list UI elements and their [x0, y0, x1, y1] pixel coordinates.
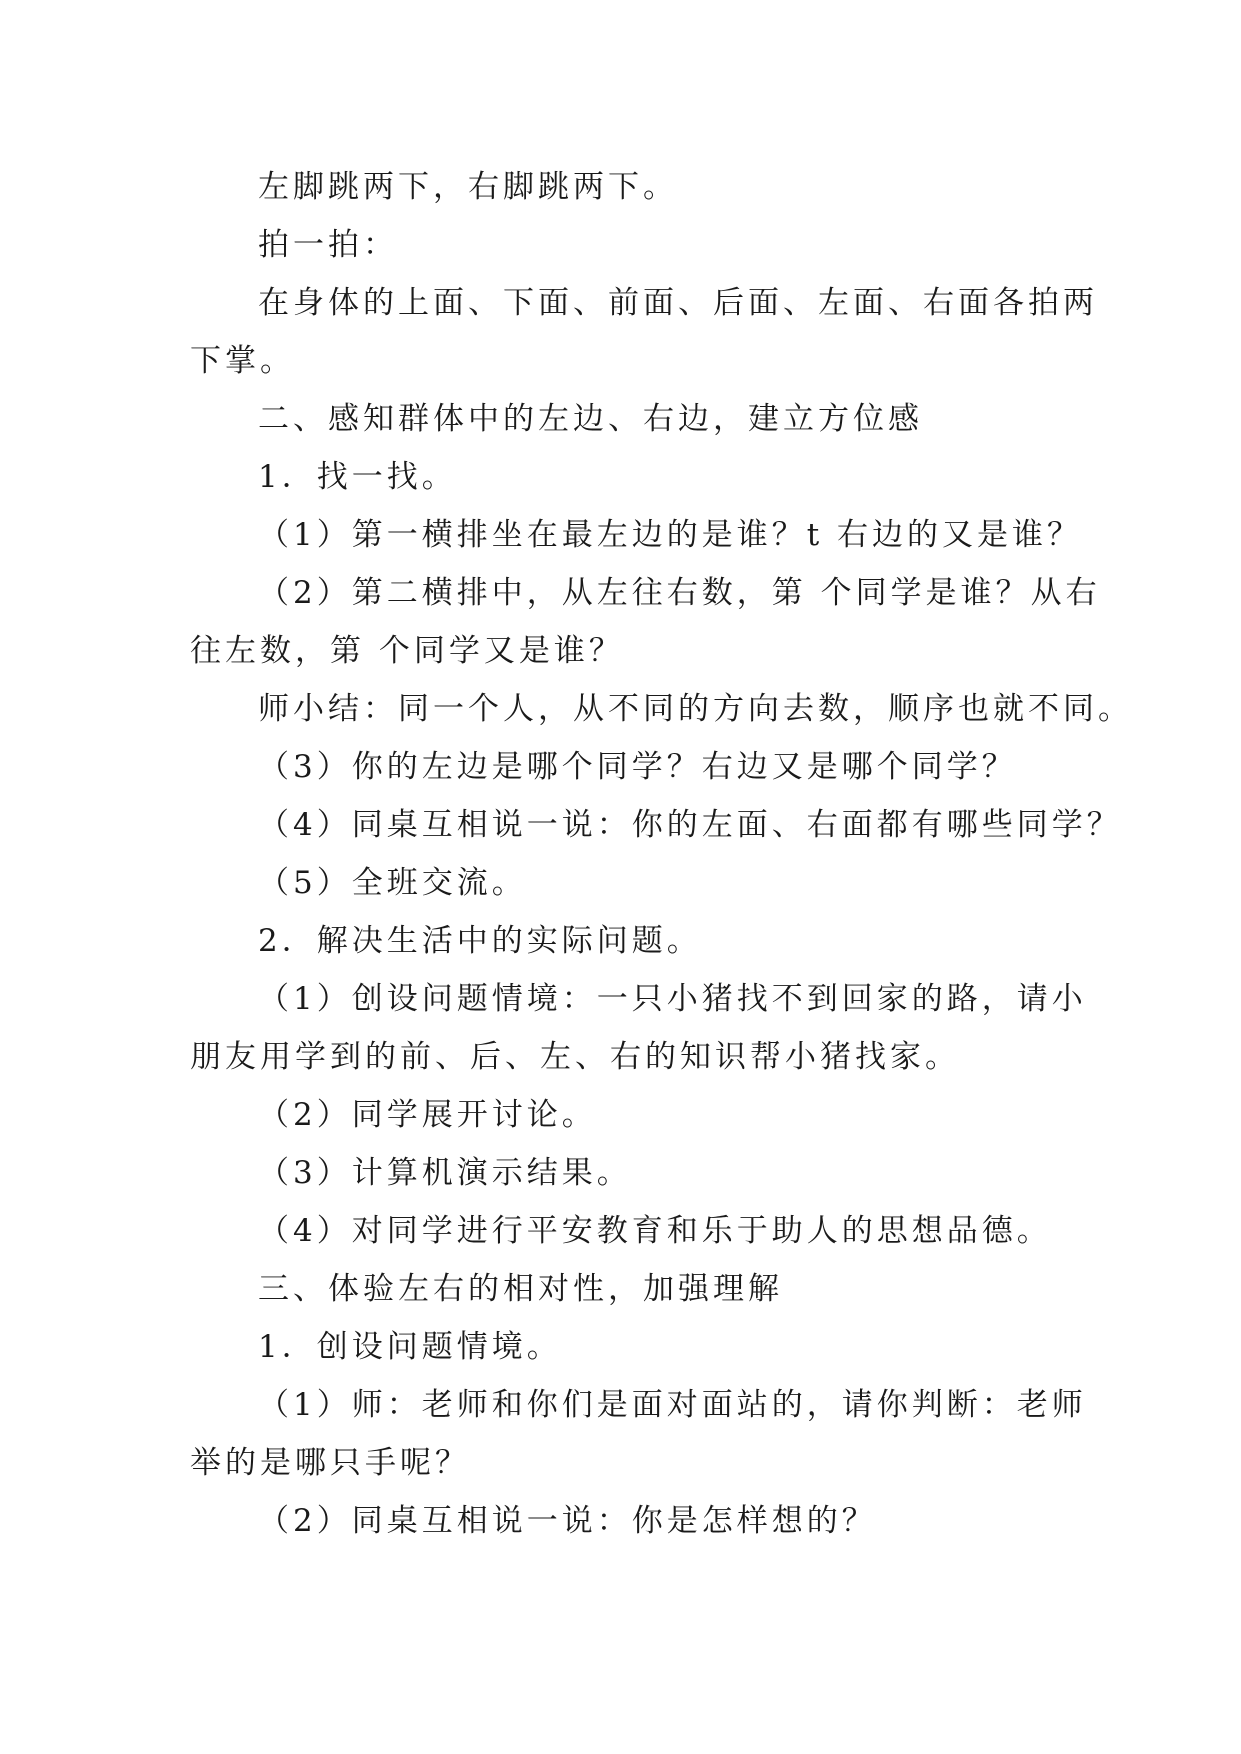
text-line: （4）对同学进行平安教育和乐于助人的思想品德。 [258, 1213, 1052, 1249]
text-line: （1）创设问题情境：一只小猪找不到回家的路，请小 [258, 981, 1087, 1017]
text-line: 往左数，第 个同学又是谁？ [190, 633, 624, 669]
section-heading: 三、体验左右的相对性，加强理解 [258, 1271, 783, 1307]
text-line: 下掌。 [190, 343, 295, 379]
text-line: （2）同学展开讨论。 [258, 1097, 597, 1133]
text-line: 拍一拍： [258, 227, 398, 263]
text-line: （1）第一横排坐在最左边的是谁？t 右边的又是谁？ [258, 517, 1083, 553]
text-line: 1．创设问题情境。 [258, 1329, 562, 1365]
text-line: 举的是哪只手呢？ [190, 1445, 470, 1481]
text-line: 朋友用学到的前、后、左、右的知识帮小猪找家。 [190, 1039, 960, 1075]
section-heading: 二、感知群体中的左边、右边，建立方位感 [258, 401, 923, 437]
text-line: 2．解决生活中的实际问题。 [258, 923, 702, 959]
text-line: （2）第二横排中，从左往右数，第 个同学是谁？从右 [258, 575, 1101, 611]
text-line: （2）同桌互相说一说：你是怎样想的？ [258, 1503, 877, 1539]
text-line: 在身体的上面、下面、前面、后面、左面、右面各拍两 [258, 285, 1098, 321]
text-line: （5）全班交流。 [258, 865, 527, 901]
text-line: （4）同桌互相说一说：你的左面、右面都有哪些同学？ [258, 807, 1122, 843]
text-line: （3）你的左边是哪个同学？右边又是哪个同学？ [258, 749, 1017, 785]
text-line: （3）计算机演示结果。 [258, 1155, 632, 1191]
text-line: 师小结：同一个人，从不同的方向去数，顺序也就不同。 [258, 691, 1133, 727]
text-line: （1）师：老师和你们是面对面站的，请你判断：老师 [258, 1387, 1087, 1423]
text-line: 左脚跳两下，右脚跳两下。 [258, 169, 678, 205]
text-line: 1．找一找。 [258, 459, 457, 495]
